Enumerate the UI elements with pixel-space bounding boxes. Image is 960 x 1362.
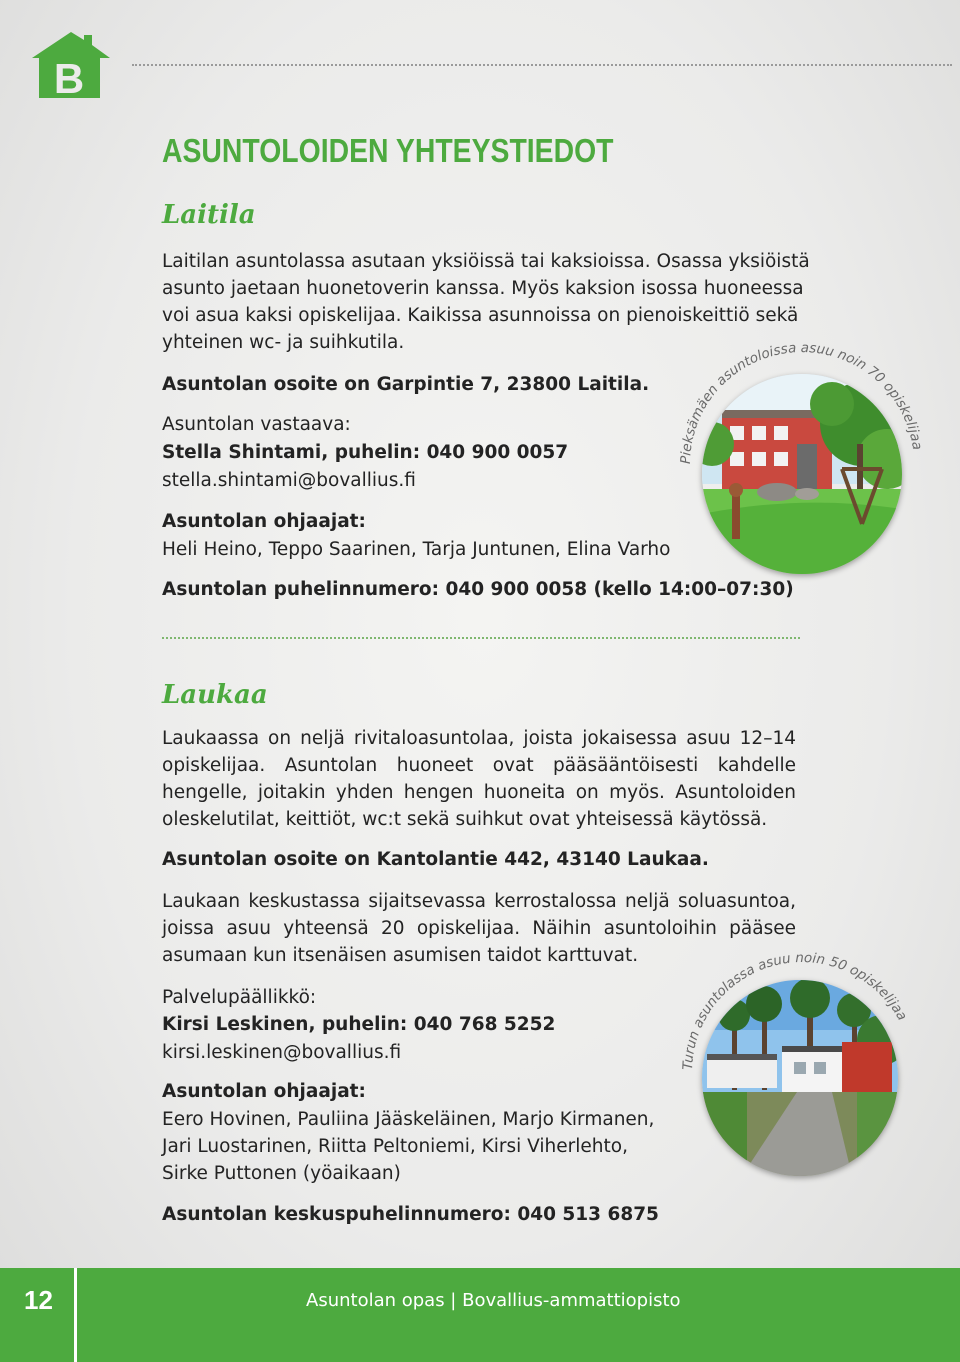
svg-text:Turun asuntolassa asuu noin 50 [680,950,910,1070]
laitila-intro-line-3: voi asua kaksi opiskelijaa. Kaikissa asunnoissa on pienoiskeittiö sekä [162,305,799,326]
section-divider [162,637,800,639]
laukaa-center: Laukaan keskustassa sijaitsevassa kerrostalossa neljä soluasuntoa, joissa asuu yhteensä 20 opiskelijaa. Näihin asuntoloihin pääsee asumaan kun itsenäisen asumisen taidot karttuvat. [162,891,796,966]
house-logo-icon [30,30,112,100]
laukaa-contact-name: Kirsi Leskinen, puhelin: 040 768 5252 [162,1014,556,1035]
laitila-photo-caption [672,339,932,484]
laitila-contact-name: Stella Shintami, puhelin: 040 900 0057 [162,442,569,463]
laukaa-instructors-line-2: Jari Luostarinen, Riitta Peltoniemi, Kirsi Viherlehto, [162,1136,628,1157]
laukaa-address: Asuntolan osoite on Kantolantie 442, 43140 Laukaa. [162,849,709,870]
footer-bar [0,1268,960,1362]
laukaa-photo-caption [674,949,928,1082]
laitila-intro-line-2: asunto jaetaan huonetoverin kanssa. Myös kaksion isossa huoneessa [162,278,804,299]
laitila-address: Asuntolan osoite on Garpintie 7, 23800 Laitila. [162,374,650,395]
footer-text: Asuntolan opas | Bovallius-ammattiopisto [306,1290,681,1311]
laitila-contact-email[interactable]: stella.shintami@bovallius.fi [162,470,416,491]
laitila-instructors-label: Asuntolan ohjaajat: [162,511,366,532]
laukaa-instructors-line-1: Eero Hovinen, Pauliina Jääskeläinen, Marjo Kirmanen, [162,1109,655,1130]
page-title: ASUNTOLOIDEN YHTEYSTIEDOT [162,132,614,169]
header-divider [132,64,952,66]
logo-letter: B [53,55,85,100]
laukaa-heading: Laukaa [162,680,268,710]
laukaa-instructors-label: Asuntolan ohjaajat: [162,1081,366,1102]
laukaa-intro: Laukaassa on neljä rivitaloasuntolaa, joista jokaisessa asuu 12–14 opiskelijaa. Asuntolan huoneet ovat pääsääntöisesti kahdelle hengelle, joitakin yhden hengen huoneita on myös. Asuntoloiden oleskelutilat, keittiöt, wc:t sekä suihkut ovat yhteisessä käytössä. [162,728,796,830]
laitila-caption-text: Pieksämäen asuntoloissa asuu noin 70 opiskelijaa [677,339,926,465]
svg-text:Pieksämäen asuntoloissa asuu n [678,340,925,464]
laitila-heading: Laitila [162,200,256,230]
laukaa-contact-label: Palvelupäällikkö: [162,987,317,1008]
laukaa-caption-text: Turun asuntolassa asuu noin 50 opiskelijaa [679,949,911,1071]
page-number: 12 [24,1285,53,1315]
laukaa-phone: Asuntolan keskuspuhelinnumero: 040 513 6875 [162,1204,659,1225]
laitila-intro-line-1: Laitilan asuntolassa asutaan yksiöissä tai kaksioissa. Osassa yksiöistä [162,251,810,272]
laitila-contact-label: Asuntolan vastaava: [162,414,351,435]
laitila-phone: Asuntolan puhelinnumero: 040 900 0058 (kello 14:00–07:30) [162,579,794,600]
laukaa-instructors-line-3: Sirke Puttonen (yöaikaan) [162,1163,401,1184]
laukaa-instructors [162,1106,654,1187]
laitila-intro-line-4: yhteinen wc- ja suihkutila. [162,332,405,353]
footer-divider [74,1268,77,1362]
laitila-intro [162,248,810,356]
laukaa-contact-email[interactable]: kirsi.leskinen@bovallius.fi [162,1042,402,1063]
laitila-instructors: Heli Heino, Teppo Saarinen, Tarja Juntunen, Elina Varho [162,539,671,560]
